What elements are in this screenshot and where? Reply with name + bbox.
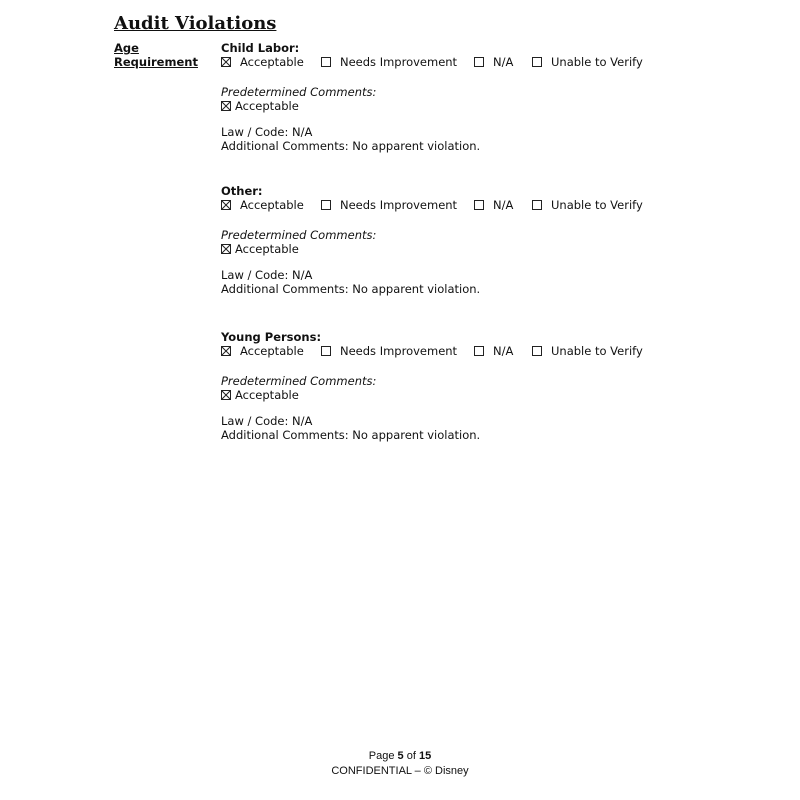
- predetermined-value: Acceptable: [235, 388, 299, 402]
- page-current: 5: [397, 750, 404, 762]
- section-title: Child Labor:: [221, 41, 300, 55]
- rating-options: [221, 55, 681, 69]
- checkbox-icon[interactable]: [321, 200, 331, 210]
- option-na[interactable]: [474, 344, 513, 358]
- checkbox-icon[interactable]: [321, 57, 331, 67]
- predetermined-item[interactable]: [221, 242, 299, 256]
- option-label: Acceptable: [240, 198, 304, 212]
- predetermined-comments: [221, 228, 376, 256]
- law-code: Law / Code: N/A: [221, 414, 313, 428]
- predetermined-item[interactable]: [221, 388, 299, 402]
- checkbox-icon[interactable]: [532, 200, 542, 210]
- law-and-comments: [221, 414, 480, 442]
- option-label: Needs Improvement: [340, 55, 458, 69]
- predetermined-label: Predetermined Comments:: [221, 85, 377, 99]
- checkbox-checked-icon[interactable]: [221, 57, 231, 67]
- page-footer: [0, 749, 800, 779]
- law-code: Law / Code: N/A: [221, 125, 313, 139]
- option-unable-to-verify[interactable]: [532, 55, 643, 69]
- checkbox-icon[interactable]: [532, 346, 542, 356]
- checkbox-checked-icon[interactable]: [221, 390, 231, 400]
- option-na[interactable]: [474, 198, 513, 212]
- option-label: Unable to Verify: [551, 55, 643, 69]
- checkbox-icon[interactable]: [321, 346, 331, 356]
- option-label: Needs Improvement: [340, 198, 458, 212]
- option-acceptable[interactable]: [221, 198, 304, 212]
- page-number: Page 5 of 15: [368, 750, 432, 762]
- checkbox-checked-icon[interactable]: [221, 346, 231, 356]
- option-unable-to-verify[interactable]: [532, 198, 643, 212]
- checkbox-icon[interactable]: [474, 346, 484, 356]
- section-title: Young Persons:: [221, 330, 322, 344]
- predetermined-comments: [221, 85, 376, 113]
- option-acceptable[interactable]: [221, 55, 304, 69]
- category-label: Age Requirement: [114, 41, 198, 69]
- predetermined-comments: [221, 374, 376, 402]
- section-title: Other:: [221, 184, 263, 198]
- option-label: Acceptable: [240, 55, 304, 69]
- option-label: Acceptable: [240, 344, 304, 358]
- rating-options: [221, 198, 681, 212]
- page-total: 15: [418, 750, 432, 762]
- checkbox-icon[interactable]: [474, 200, 484, 210]
- section-young-persons: [221, 330, 643, 442]
- checkbox-checked-icon[interactable]: [221, 101, 231, 111]
- option-na[interactable]: [474, 55, 513, 69]
- checkbox-checked-icon[interactable]: [221, 244, 231, 254]
- checkbox-icon[interactable]: [532, 57, 542, 67]
- page-title: Audit Violations: [114, 13, 277, 34]
- option-needs-improvement[interactable]: [321, 344, 457, 358]
- option-needs-improvement[interactable]: [321, 55, 457, 69]
- option-needs-improvement[interactable]: [321, 198, 457, 212]
- option-label: N/A: [493, 344, 514, 358]
- section-other: [221, 184, 643, 296]
- predetermined-value: Acceptable: [235, 242, 299, 256]
- confidential-notice: CONFIDENTIAL – © Disney: [331, 765, 469, 777]
- option-acceptable[interactable]: [221, 344, 304, 358]
- additional-comments: Additional Comments: No apparent violation.: [221, 428, 481, 442]
- option-label: N/A: [493, 198, 514, 212]
- checkbox-icon[interactable]: [474, 57, 484, 67]
- option-label: Needs Improvement: [340, 344, 458, 358]
- option-unable-to-verify[interactable]: [532, 344, 643, 358]
- option-label: N/A: [493, 55, 514, 69]
- additional-comments: Additional Comments: No apparent violation.: [221, 282, 481, 296]
- law-and-comments: [221, 268, 480, 296]
- predetermined-label: Predetermined Comments:: [221, 228, 377, 242]
- law-and-comments: [221, 125, 480, 153]
- law-code: Law / Code: N/A: [221, 268, 313, 282]
- rating-options: [221, 344, 681, 358]
- section-child-labor: [221, 41, 643, 153]
- predetermined-label: Predetermined Comments:: [221, 374, 377, 388]
- option-label: Unable to Verify: [551, 198, 643, 212]
- predetermined-item[interactable]: [221, 99, 299, 113]
- option-label: Unable to Verify: [551, 344, 643, 358]
- checkbox-checked-icon[interactable]: [221, 200, 231, 210]
- predetermined-value: Acceptable: [235, 99, 299, 113]
- additional-comments: Additional Comments: No apparent violation.: [221, 139, 481, 153]
